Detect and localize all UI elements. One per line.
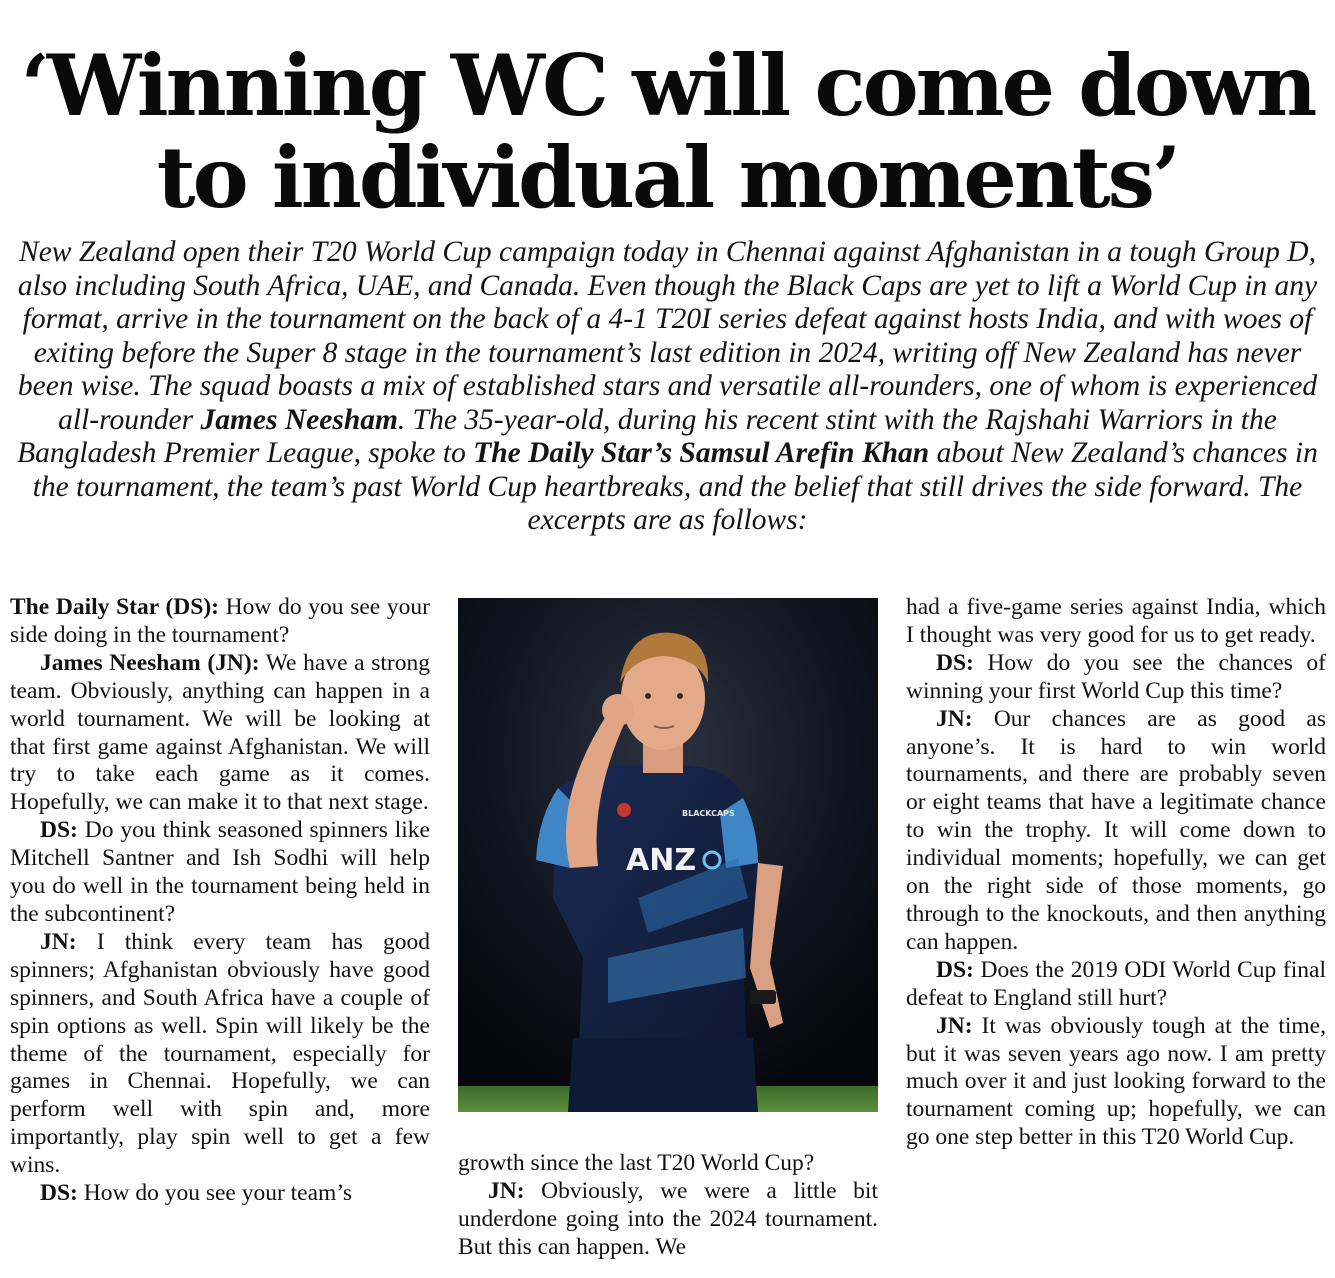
question-text: growth since the last T20 World Cup? <box>458 1150 815 1176</box>
intro-player-name: James Neesham <box>200 403 398 436</box>
answer-text: Obviously, we were a little bit underdone going into the 2024 tournament. But this can happen. We <box>458 1177 878 1260</box>
answer-paragraph <box>906 706 1326 957</box>
question-text: How do you see your team’s <box>77 1180 352 1207</box>
intro-text: New Zealand open their T20 World Cup campaign today in Chennai against Afghanistan in a tough Group D, also including South Africa, UAE, and Canada. Even though the Black Caps are yet to lift a World Cup in any format, arrive in the tournament on the back of a 4-1 T20I series defeat against hosts India, and with woes of exiting before the Super 8 stage in the tournament’s last edition in 2024, writing off New Zealand has never been wise. The squad boasts a mix of established stars and versatile all-rounders, one of whom is experienced all-rounder <box>17 236 1318 436</box>
speaker-label: James Neesham (JN): <box>40 649 260 676</box>
article-column-3 <box>906 594 1326 1152</box>
watch-icon <box>750 990 776 1004</box>
speaker-label: DS: <box>936 956 974 983</box>
player-photo <box>458 598 878 1112</box>
answer-text: had a five-game series against India, which I thought was very good for us to get ready. <box>906 594 1326 648</box>
question-paragraph <box>10 594 430 650</box>
speaker-label: DS: <box>936 649 974 676</box>
speaker-label: The Daily Star (DS): <box>10 594 219 620</box>
headline-line-2: to individual moments’ <box>156 128 1179 227</box>
answer-paragraph <box>906 1013 1326 1153</box>
question-text: How do you see the chances of winning your first World Cup this time? <box>906 649 1326 704</box>
answer-paragraph <box>10 650 430 817</box>
answer-paragraph <box>10 929 430 1180</box>
answer-text: We have a strong team. Obviously, anything can happen in a world tournament. We will be looking at that first game against Afghanistan. We will try to take each game as it comes. Hopefully, we can make it to that next stage. <box>10 649 430 816</box>
speaker-label: JN: <box>936 705 973 732</box>
intro-paragraph <box>14 236 1321 538</box>
answer-text: It was obviously tough at the time, but it was seven years ago now. I am pretty much over it and just looking forward to the tournament coming up; hopefully, we can go one step better in this T20 World Cup. <box>906 1012 1326 1151</box>
answer-paragraph <box>458 1178 878 1262</box>
jersey-crest-icon <box>617 803 631 817</box>
article-column-2 <box>458 1150 878 1262</box>
speaker-label: JN: <box>40 928 77 955</box>
headline-line-1: ‘Winning WC will come down <box>20 36 1315 135</box>
answer-text: Our chances are as good as anyone’s. It is hard to win world tournaments, and there are probably seven or eight teams that have a legitimate chance to win the trophy. It will come down to individual moments; hopefully, we can get on the right side of those moments, go through to the knockouts, and then anything can happen. <box>906 705 1326 955</box>
jersey-sponsor-text: ANZ <box>626 843 697 878</box>
headline <box>0 36 1335 227</box>
question-paragraph <box>10 1180 430 1208</box>
speaker-label: DS: <box>40 817 78 844</box>
speaker-label: JN: <box>488 1177 525 1204</box>
intro-text: about New Zealand’s chances in the tournament, the team’s past World Cup heartbreaks, and the belief that still drives the side forward. The excerpts are as follows: <box>32 437 1318 536</box>
question-paragraph <box>906 957 1326 1013</box>
question-paragraph <box>10 817 430 929</box>
player-photo-illustration <box>458 598 878 1112</box>
jersey-badge-text: BLACKCAPS <box>682 809 735 818</box>
intro-text: . The 35-year-old, during his recent stint with the Rajshahi Warriors in the Bangladesh Premier League, spoke to <box>17 403 1277 469</box>
answer-text: I think every team has good spinners; Afghanistan obviously have good spinners, and South Africa have a couple of spin options as well. Spin will likely be the theme of the tournament, especially for games in Chennai. Hopefully, we can perform well with spin and, more importantly, play spin well to get a few wins. <box>10 928 430 1179</box>
answer-paragraph-continued <box>906 594 1326 650</box>
question-text: Do you think seasoned spinners like Mitchell Santner and Ish Sodhi will help you do well in the tournament being held in the subcontinent? <box>10 817 430 927</box>
question-paragraph-continued <box>458 1150 878 1178</box>
speaker-label: DS: <box>40 1180 78 1207</box>
question-text: How do you see your side doing in the tournament? <box>10 594 431 648</box>
question-paragraph <box>906 650 1326 706</box>
speaker-label: JN: <box>936 1012 973 1039</box>
question-text: Does the 2019 ODI World Cup final defeat to England still hurt? <box>906 956 1326 1011</box>
article-column-1 <box>10 594 430 1208</box>
intro-reporter-name: The Daily Star’s Samsul Arefin Khan <box>473 437 930 469</box>
